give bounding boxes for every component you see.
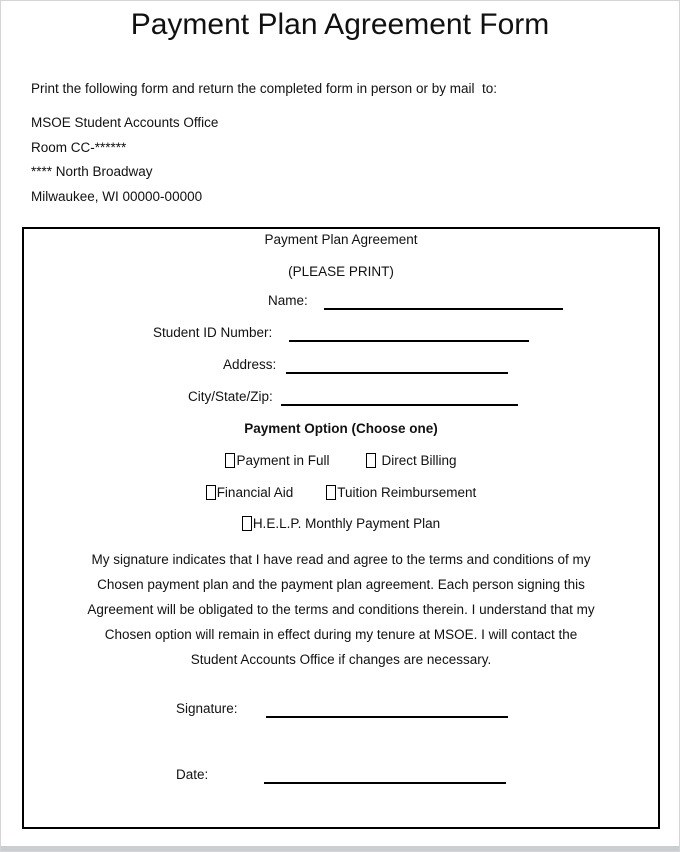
- name-label: Name:: [268, 293, 308, 308]
- signature-label: Signature:: [176, 701, 238, 716]
- student-id-label: Student ID Number:: [153, 325, 273, 340]
- payment-option-row-2: [24, 484, 658, 500]
- date-input-line[interactable]: [264, 767, 506, 784]
- form-heading: Payment Plan Agreement: [264, 232, 418, 247]
- payment-option-heading: Payment Option (Choose one): [244, 421, 438, 436]
- option-financial-aid[interactable]: [206, 484, 294, 500]
- agreement-form-box: [22, 227, 660, 829]
- student-id-input-line[interactable]: [289, 325, 529, 342]
- form-subheading: (PLEASE PRINT): [288, 264, 394, 279]
- mailing-address-line: **** North Broadway: [31, 164, 153, 179]
- option-label: H.E.L.P. Monthly Payment Plan: [252, 515, 441, 531]
- payment-option-row-3: [24, 515, 658, 531]
- option-label: Tuition Reimbursement: [337, 484, 477, 500]
- agreement-text: [24, 547, 658, 672]
- signature-input-line[interactable]: [266, 701, 508, 718]
- mailing-address-line: Milwaukee, WI 00000-00000: [31, 188, 203, 204]
- intro-text: Print the following form and return the completed form in person or by mail to:: [31, 81, 497, 96]
- option-direct-billing[interactable]: [366, 452, 457, 468]
- name-field-row: [24, 293, 658, 311]
- mailing-address-line: MSOE Student Accounts Office: [31, 115, 219, 130]
- agreement-text-line: Agreement will be obligated to the terms and conditions therein. I understand that my: [87, 602, 595, 617]
- address-field-row: [24, 357, 658, 375]
- agreement-text-line: Chosen payment plan and the payment plan agreement. Each person signing this: [97, 577, 585, 592]
- city-state-zip-field-row: [24, 389, 658, 407]
- checkbox-icon[interactable]: [206, 485, 216, 500]
- student-id-field-row: [24, 325, 658, 343]
- page-title: Payment Plan Agreement Form: [130, 8, 550, 41]
- option-payment-in-full[interactable]: [225, 452, 329, 468]
- agreement-text-line: My signature indicates that I have read and agree to the terms and conditions of my: [91, 552, 591, 567]
- city-state-zip-input-line[interactable]: [281, 389, 518, 406]
- checkbox-icon[interactable]: [326, 485, 336, 500]
- option-label: Financial Aid: [216, 484, 294, 500]
- mailing-address-line: Room CC-******: [31, 139, 127, 155]
- date-label: Date:: [176, 767, 209, 782]
- payment-option-row-1: [24, 452, 658, 468]
- date-field-row: [24, 767, 658, 785]
- option-label: Direct Billing: [381, 452, 457, 468]
- signature-field-row: [24, 701, 658, 719]
- agreement-text-line: Chosen option will remain in effect during my tenure at MSOE. I will contact the: [104, 627, 578, 642]
- option-help-monthly-payment-plan[interactable]: [242, 515, 440, 531]
- name-input-line[interactable]: [324, 293, 563, 310]
- checkbox-icon[interactable]: [366, 453, 376, 468]
- page-bottom-edge: [1, 846, 679, 851]
- agreement-text-line: Student Accounts Office if changes are necessary.: [190, 652, 492, 667]
- option-tuition-reimbursement[interactable]: [326, 484, 476, 500]
- checkbox-icon[interactable]: [225, 453, 235, 468]
- checkbox-icon[interactable]: [242, 516, 252, 531]
- option-label: Payment in Full: [236, 452, 330, 468]
- mailing-address: [31, 111, 218, 209]
- address-label: Address:: [223, 357, 277, 372]
- city-state-zip-label: City/State/Zip:: [188, 389, 273, 404]
- address-input-line[interactable]: [286, 357, 508, 374]
